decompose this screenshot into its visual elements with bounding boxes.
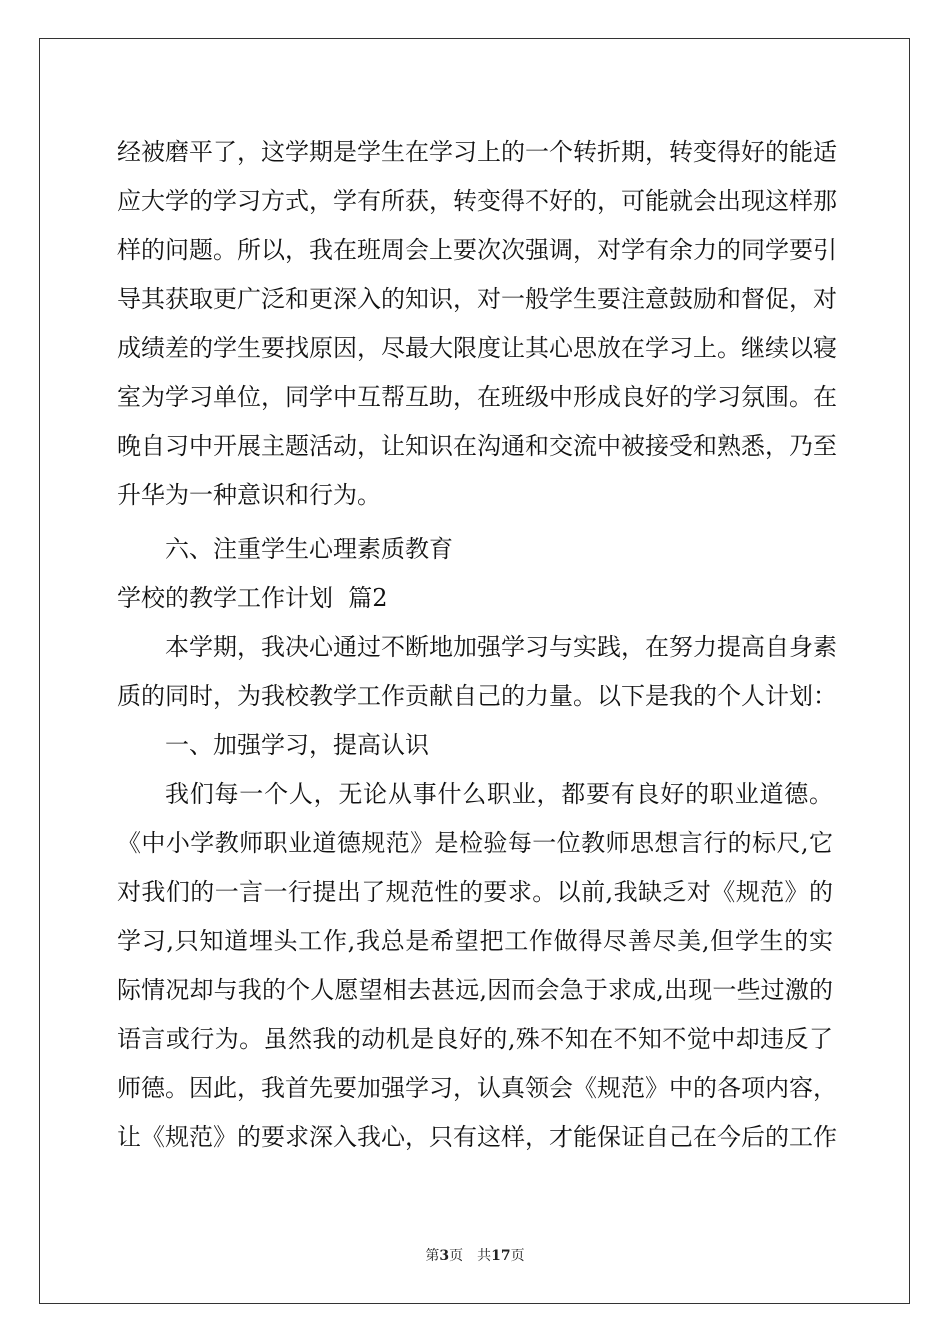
total-pages-number: 17 <box>491 1248 511 1264</box>
section-heading: 六、注重学生心理素质教育 <box>165 535 453 563</box>
current-page-number: 3 <box>439 1248 450 1264</box>
text-line: 际情况却与我的个人愿望相去甚远,因而会急于求成,出现一些过激的 <box>117 976 833 1004</box>
text-line: 师德。因此，我首先要加强学习，认真领会《规范》中的各项内容， <box>117 1074 837 1102</box>
total-label-prefix: 共 <box>477 1248 492 1264</box>
text-line: 本学期，我决心通过不断地加强学习与实践，在努力提高自身素 <box>165 633 837 661</box>
section-heading: 一、加强学习，提高认识 <box>165 731 429 759</box>
page-footer <box>0 1247 950 1265</box>
page-label-unit: 页 <box>449 1248 464 1264</box>
page-label-prefix: 第 <box>425 1248 440 1264</box>
text-line: 经被磨平了，这学期是学生在学习上的一个转折期，转变得好的能适 <box>117 138 837 166</box>
total-label-unit: 页 <box>510 1248 525 1264</box>
text-line: 学习,只知道埋头工作,我总是希望把工作做得尽善尽美,但学生的实 <box>117 927 833 955</box>
text-line: 应大学的学习方式，学有所获，转变得不好的，可能就会出现这样那 <box>117 187 837 215</box>
text-line: 成绩差的学生要找原因，尽最大限度让其心思放在学习上。继续以寝 <box>117 334 837 362</box>
text-line: 导其获取更广泛和更深入的知识，对一般学生要注意鼓励和督促，对 <box>117 285 837 313</box>
text-line: 我们每一个人，无论从事什么职业，都要有良好的职业道德。 <box>165 780 833 808</box>
text-line: 质的同时，为我校教学工作贡献自己的力量。以下是我的个人计划： <box>117 682 837 710</box>
text-line: 样的问题。所以，我在班周会上要次次强调，对学有余力的同学要引 <box>117 236 837 264</box>
text-line: 对我们的一言一行提出了规范性的要求。以前,我缺乏对《规范》的 <box>117 878 833 906</box>
text-line: 让《规范》的要求深入我心，只有这样，才能保证自己在今后的工作 <box>117 1123 837 1151</box>
text-line: 《中小学教师职业道德规范》是检验每一位教师思想言行的标尺,它 <box>117 829 833 857</box>
article-title: 学校的教学工作计划 篇2 <box>117 584 388 612</box>
text-line: 语言或行为。虽然我的动机是良好的,殊不知在不知不觉中却违反了 <box>117 1025 833 1053</box>
text-line: 室为学习单位，同学中互帮互助，在班级中形成良好的学习氛围。在 <box>117 383 837 411</box>
page-border <box>39 38 910 1304</box>
text-line: 晚自习中开展主题活动，让知识在沟通和交流中被接受和熟悉，乃至 <box>117 432 837 460</box>
text-line: 升华为一种意识和行为。 <box>117 481 381 509</box>
